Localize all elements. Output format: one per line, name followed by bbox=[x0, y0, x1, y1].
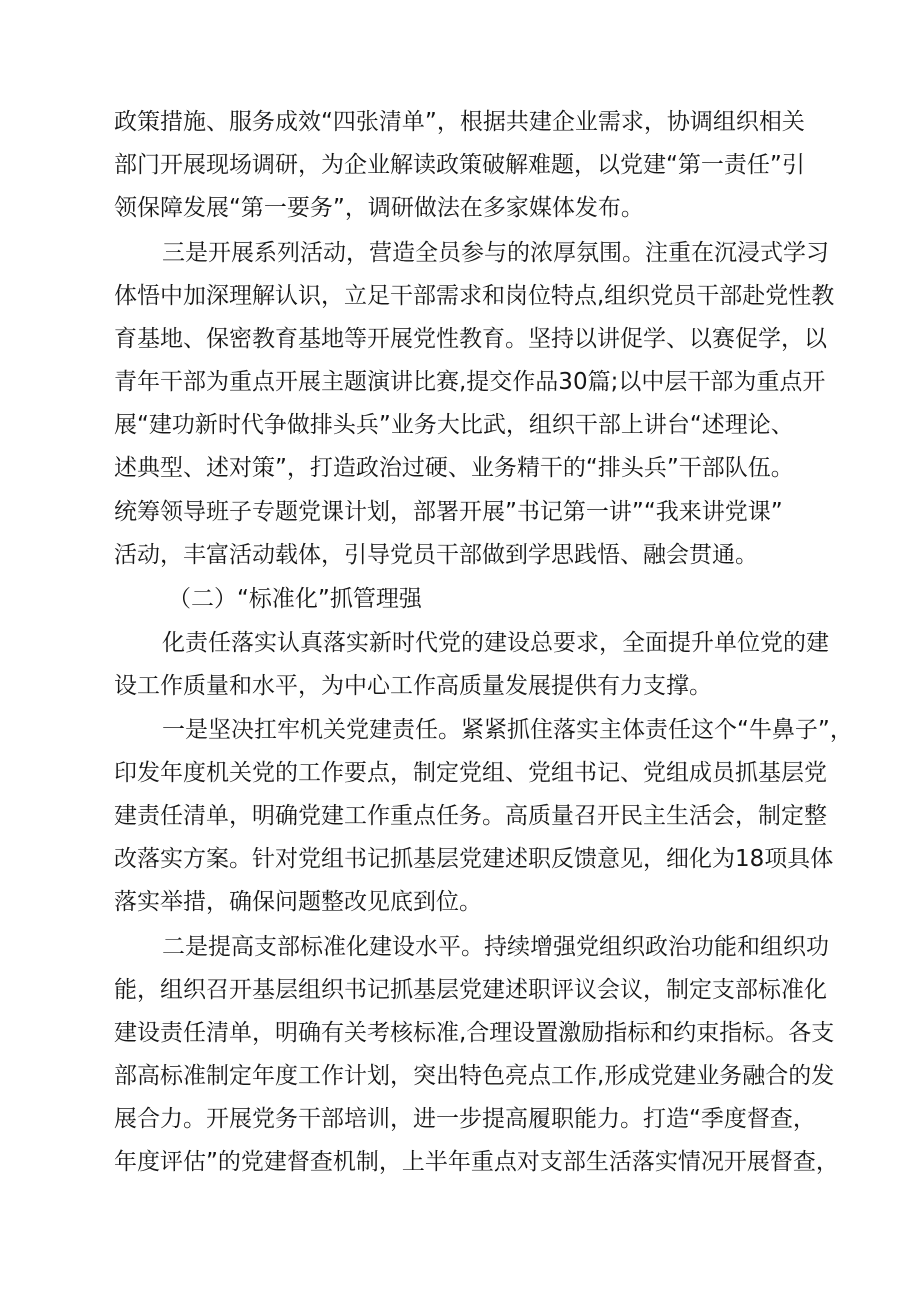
paragraph-start-line: 化责任落实认真落实新时代党的建设总要求，全面提升单位党的建 bbox=[162, 630, 829, 656]
text-line: 部门开展现场调研，为企业解读政策破解难题，以党建“第一责任”引 bbox=[114, 152, 805, 178]
text-line: 设工作质量和水平，为中心工作高质量发展提供有力支撑。 bbox=[114, 673, 712, 699]
text-line: 展合力。开展党务干部培训，进一步提高履职能力。打造“季度督查， bbox=[114, 1106, 816, 1132]
text-line: 部高标准制定年度工作计划，突出特色亮点工作,形成党建业务融合的发 bbox=[114, 1063, 835, 1089]
text-line: 活动，丰富活动载体，引导党员干部做到学思践悟、融会贯通。 bbox=[114, 542, 758, 568]
paragraph-start-line: 一是坚决扛牢机关党建责任。紧紧抓住落实主体责任这个“牛鼻子”， bbox=[162, 717, 853, 743]
text-line: 年度评估”的党建督查机制，上半年重点对支部生活落实情况开展督查， bbox=[114, 1149, 839, 1175]
text-line: 落实举措，确保问题整改见底到位。 bbox=[114, 889, 482, 915]
text-line: 建责任清单，明确党建工作重点任务。高质量召开民主生活会，制定整 bbox=[114, 803, 827, 829]
text-line: 青年干部为重点开展主题演讲比赛,提交作品30篇;以中层干部为重点开 bbox=[114, 369, 826, 395]
text-line: 育基地、保密教育基地等开展党性教育。坚持以讲促学、以赛促学，以 bbox=[114, 326, 827, 352]
text-line: 展“建功新时代争做排头兵”业务大比武，组织干部上讲台“述理论、 bbox=[114, 412, 794, 438]
text-line: 印发年度机关党的工作要点，制定党组、党组书记、党组成员抓基层党 bbox=[114, 760, 827, 786]
paragraph-start-line: 三是开展系列活动，营造全员参与的浓厚氛围。注重在沉浸式学习 bbox=[162, 240, 829, 266]
text-line: 能，组织召开基层组织书记抓基层党建述职评议会议，制定支部标准化 bbox=[114, 977, 827, 1003]
text-line: 建设责任清单，明确有关考核标准,合理设置激励指标和约束指标。各支 bbox=[114, 1020, 835, 1046]
text-line: 体悟中加深理解认识，立足干部需求和岗位特点,组织党员干部赴党性教 bbox=[114, 283, 835, 309]
text-line: 改落实方案。针对党组书记抓基层党建述职反馈意见，细化为18项具体 bbox=[114, 846, 834, 872]
section-heading: （二）“标准化”抓管理强 bbox=[168, 586, 422, 612]
text-line: 统筹领导班子专题党课计划，部署开展”书记第一讲”“我来讲党课” bbox=[114, 499, 783, 525]
text-line: 领保障发展“第一要务”，调研做法在多家媒体发布。 bbox=[114, 195, 644, 221]
paragraph-start-line: 二是提高支部标准化建设水平。持续增强党组织政治功能和组织功 bbox=[162, 934, 829, 960]
text-line: 政策措施、服务成效“四张清单”，根据共建企业需求，协调组织相关 bbox=[114, 109, 805, 135]
text-line: 述典型、述对策”，打造政治过硬、业务精干的“排头兵”干部队伍。 bbox=[114, 455, 794, 481]
